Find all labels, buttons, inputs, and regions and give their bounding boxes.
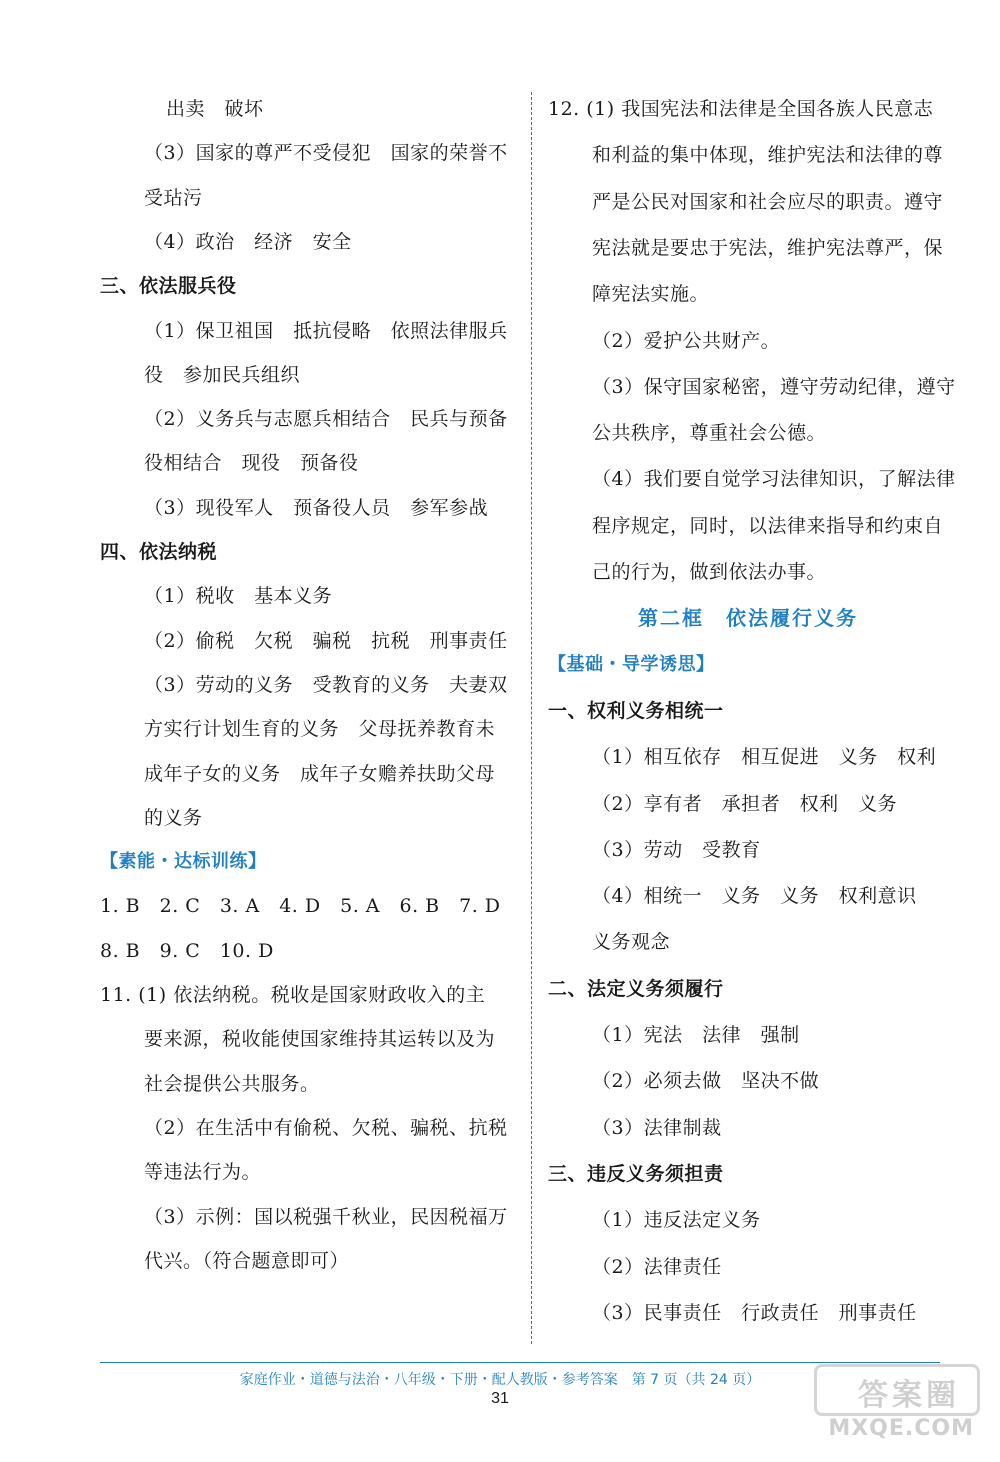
right-column-line: （1）相互依存 相互促进 义务 权利 — [592, 746, 937, 769]
left-column-line: （1）税收 基本义务 — [144, 585, 333, 608]
left-column-line: 11. (1) 依法纳税。税收是国家财政收入的主 — [100, 984, 486, 1006]
right-column-line: （2）爱护公共财产。 — [592, 329, 781, 352]
right-column-line: 宪法就是要忠于宪法，维护宪法尊严，保 — [592, 236, 944, 259]
left-column-line: （3）国家的尊严不受侵犯 国家的荣誉不 — [144, 142, 508, 165]
left-column-line: （1）保卫祖国 抵抗侵略 依照法律服兵 — [144, 319, 508, 342]
left-column-line: 役 参加民兵组织 — [144, 363, 301, 386]
left-column-line: 三、依法服兵役 — [100, 275, 237, 298]
right-column-line: （3）民事责任 行政责任 刑事责任 — [592, 1301, 917, 1324]
right-column-line: 第二框 依法履行义务 — [638, 606, 858, 631]
right-column-line: （1）违反法定义务 — [592, 1209, 761, 1232]
right-column-line: （4）我们要自觉学习法律知识，了解法律 — [592, 468, 956, 491]
left-column-line: 要来源，税收能使国家维持其运转以及为 — [144, 1028, 496, 1051]
left-column-line: 成年子女的义务 成年子女赡养扶助父母 — [144, 762, 496, 785]
right-column-line: 【基础・导学诱思】 — [548, 653, 715, 675]
right-column-line: （3）劳动 受教育 — [592, 838, 761, 861]
right-column-line: （3）保守国家秘密，遵守劳动纪律，遵守 — [592, 375, 956, 398]
right-column-line: （2）法律责任 — [592, 1255, 722, 1278]
left-column-line: 方实行计划生育的义务 父母抚养教育未 — [144, 718, 496, 741]
right-column-line: （3）法律制裁 — [592, 1116, 722, 1139]
right-column-line: 障宪法实施。 — [592, 283, 710, 306]
right-column-line: 公共秩序，尊重社会公德。 — [592, 422, 827, 445]
left-column-line: （3）示例：国以税强千秋业，民因税福万 — [144, 1205, 508, 1228]
left-column-line: 社会提供公共服务。 — [144, 1072, 320, 1095]
right-column-line: 义务观念 — [592, 931, 671, 954]
watermark-bottom-text: MXQE.COM — [828, 1416, 974, 1441]
right-column-line: （2）必须去做 坚决不做 — [592, 1070, 820, 1093]
right-column-line: 一、权利义务相统一 — [548, 699, 724, 722]
left-column-line: 1. B 2. C 3. A 4. D 5. A 6. B 7. D — [100, 895, 501, 918]
right-column-line: 三、违反义务须担责 — [548, 1162, 724, 1185]
left-column-line: （3）劳动的义务 受教育的义务 夫妻双 — [144, 673, 508, 696]
right-column-line: （1）宪法 法律 强制 — [592, 1024, 800, 1046]
left-column-line: 四、依法纳税 — [100, 541, 218, 563]
watermark-top-text: 答案圈 — [858, 1378, 960, 1413]
left-column-line: （2）义务兵与志愿兵相结合 民兵与预备 — [144, 408, 508, 431]
left-column-line: 8. B 9. C 10. D — [100, 939, 274, 962]
page-number: 31 — [491, 1390, 509, 1407]
left-column-line: 出卖 破坏 — [166, 98, 264, 120]
left-column-line: （3）现役军人 预备役人员 参军参战 — [144, 496, 489, 519]
right-column-line: 己的行为，做到依法办事。 — [592, 561, 827, 583]
right-column-line: 二、法定义务须履行 — [548, 977, 724, 1000]
left-column-line: （2）在生活中有偷税、欠税、骗税、抗税 — [144, 1116, 508, 1139]
left-column-line: 代兴。（符合题意即可） — [144, 1249, 350, 1272]
watermark-logo — [800, 1364, 980, 1444]
right-column-line: 和利益的集中体现，维护宪法和法律的尊 — [592, 144, 944, 167]
right-column-line: 严是公民对国家和社会应尽的职责。遵守 — [592, 190, 944, 213]
right-column-line: 12. (1) 我国宪法和法律是全国各族人民意志 — [548, 98, 934, 120]
left-column-line: 役相结合 现役 预备役 — [144, 452, 359, 475]
left-column-line: （2）偷税 欠税 骗税 抗税 刑事责任 — [144, 629, 508, 652]
left-column-line: 【素能・达标训练】 — [100, 851, 267, 873]
right-column-line: （2）享有者 承担者 权利 义务 — [592, 792, 898, 815]
left-column-line: 等违法行为。 — [144, 1161, 262, 1184]
column-divider — [531, 92, 532, 1344]
left-column-line: 受玷污 — [144, 186, 203, 209]
left-column-line: 的义务 — [144, 806, 203, 829]
footer-rule — [100, 1362, 940, 1363]
left-column-line: （4）政治 经济 安全 — [144, 230, 352, 253]
right-column-line: （4）相统一 义务 义务 权利意识 — [592, 885, 917, 908]
running-footer: 家庭作业・道德与法治・八年级・下册・配人教版・参考答案 第 7 页（共 24 页） — [239, 1372, 761, 1388]
right-column-line: 程序规定，同时，以法律来指导和约束自 — [592, 514, 944, 537]
